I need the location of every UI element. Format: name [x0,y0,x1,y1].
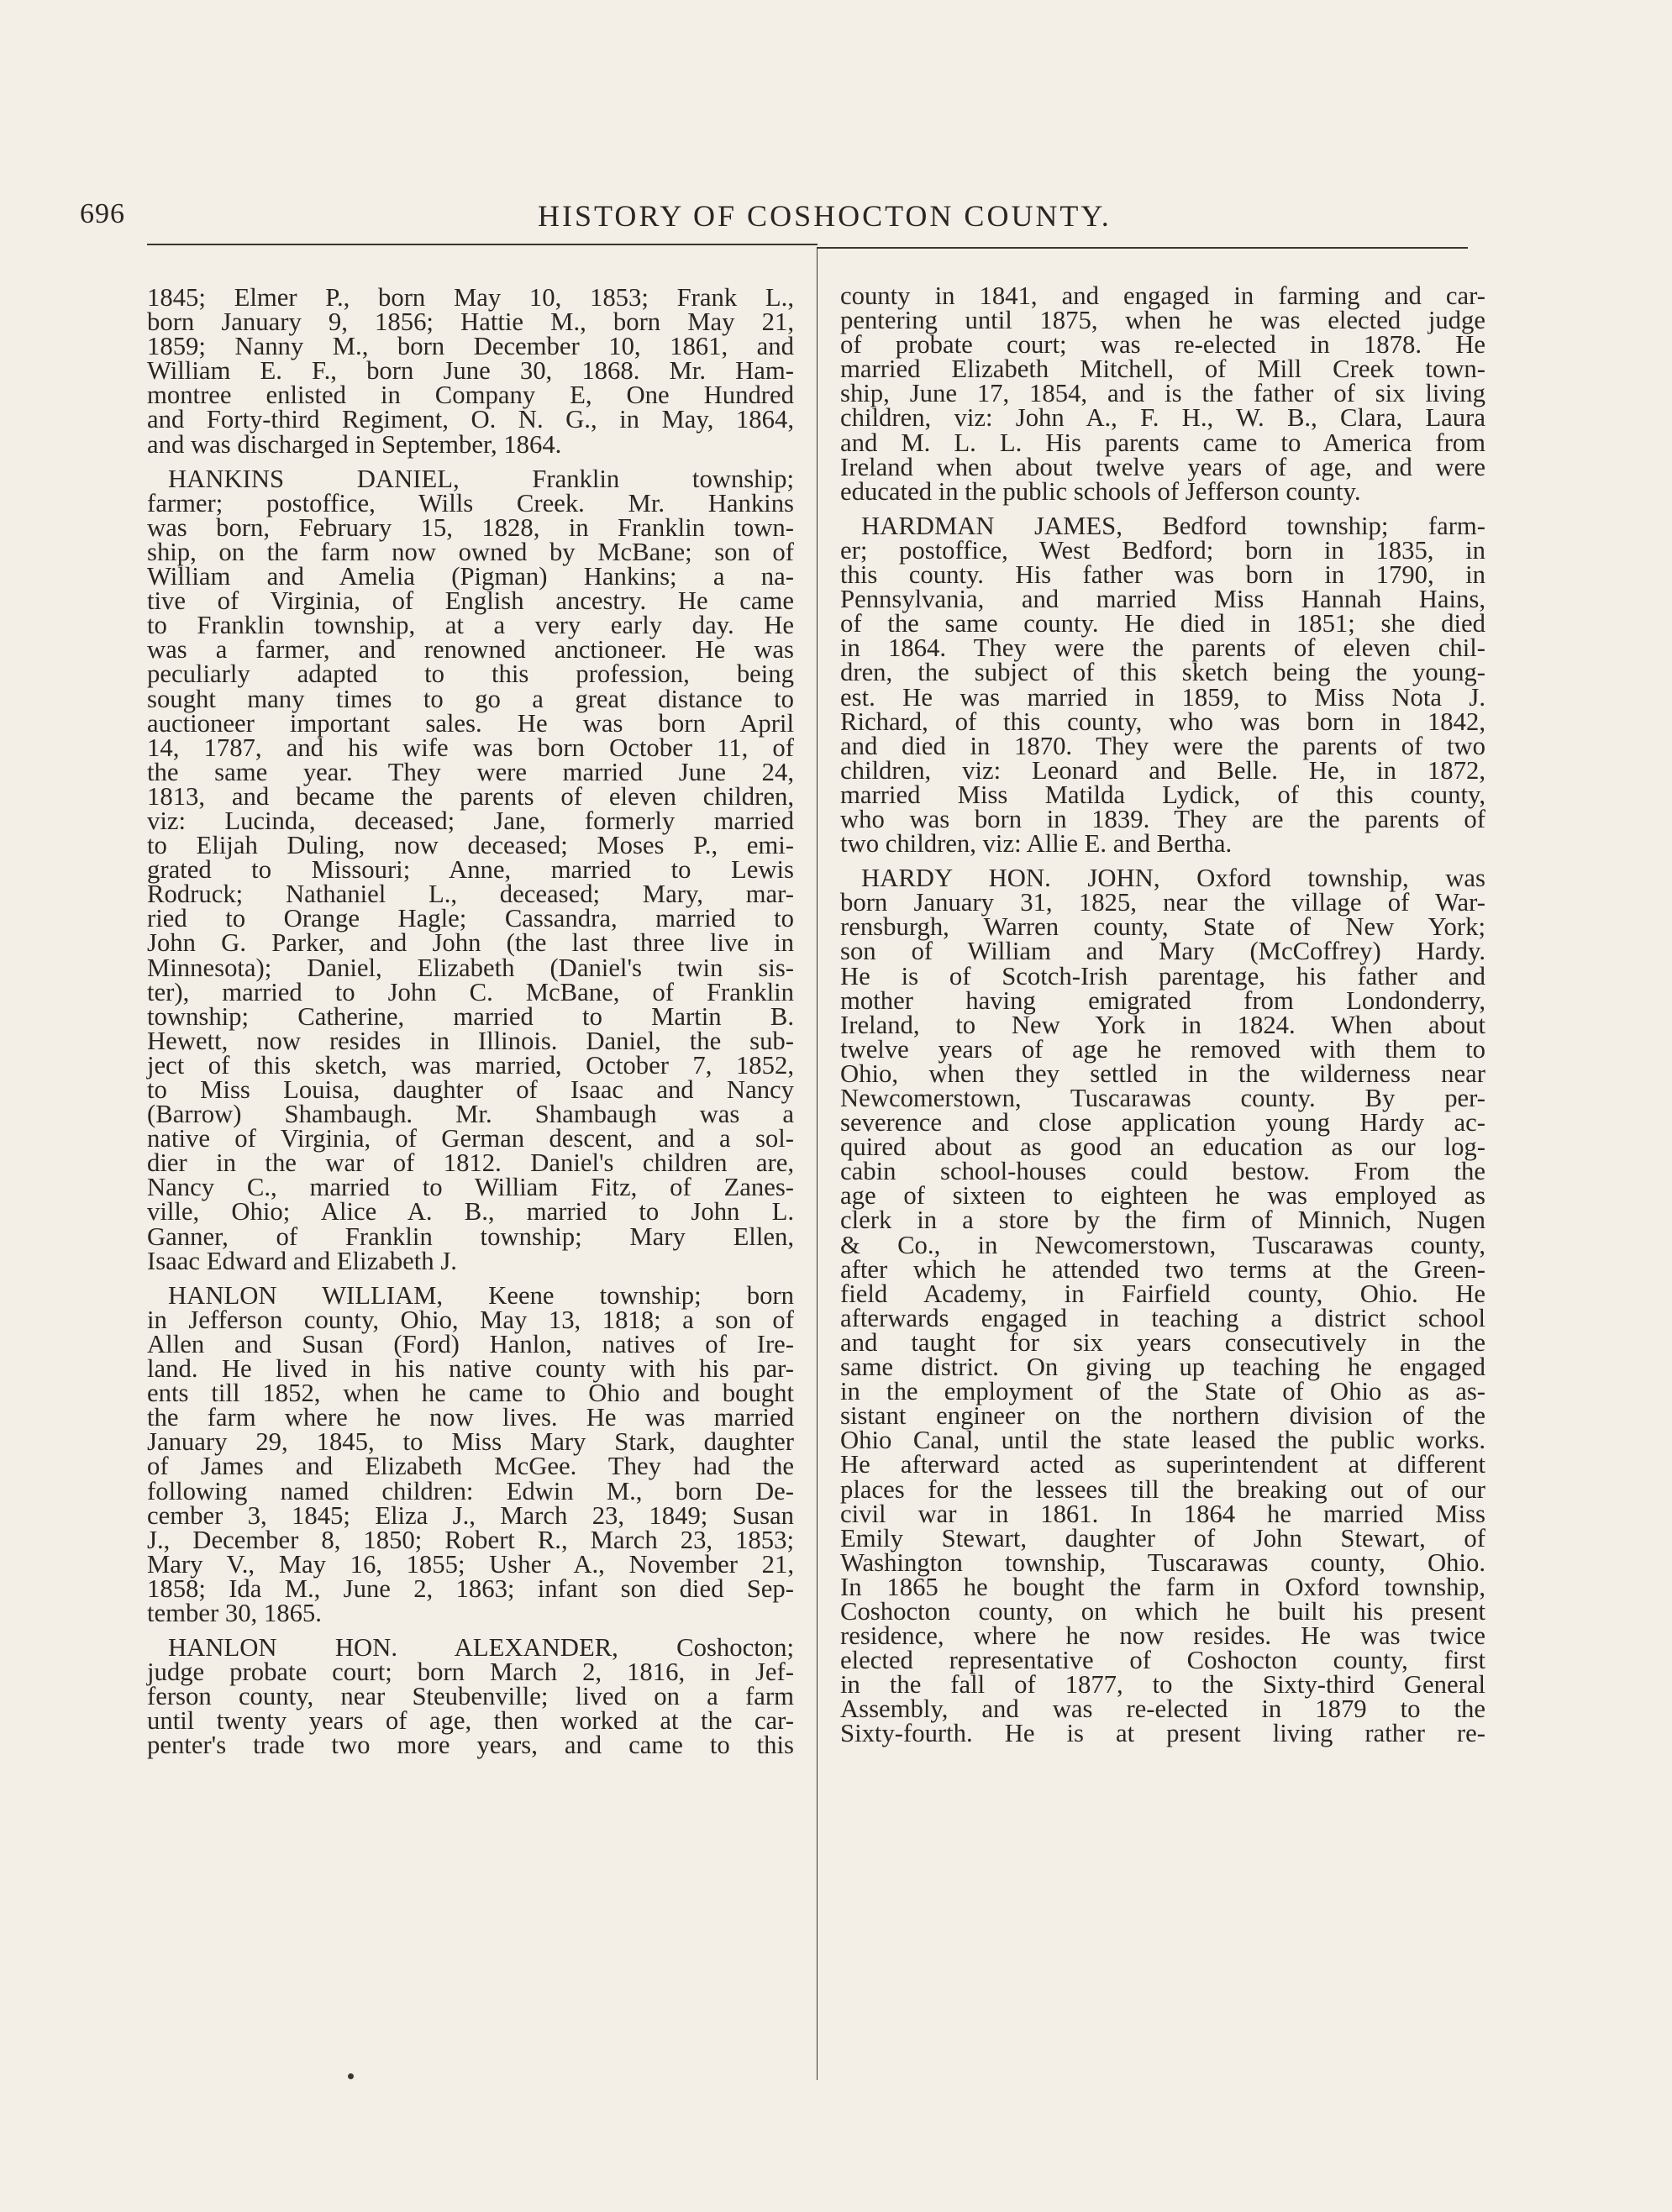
text-line: to Elijah Duling, now deceased; Moses P., emi- [147,831,794,860]
text-line: cember 3, 1845; Eliza J., March 23, 1849; Susan [147,1500,794,1530]
running-title: HISTORY OF COSHOCTON COUNTY. [538,199,1112,233]
text-line: Assembly, and was re-elected in 1879 to the [840,1694,1485,1724]
text-line: was a farmer, and renowned anctioneer. He was [147,635,794,665]
text-line: HANLON HON. ALEXANDER, Coshocton; [168,1633,794,1663]
text-line: born January 31, 1825, near the village of War- [840,888,1485,917]
text-line: judge probate court; born March 2, 1816, in Jef- [147,1658,794,1687]
text-line: and died in 1870. They were the parents of two [840,731,1485,760]
text-line: HARDMAN JAMES, Bedford township; farm- [861,511,1485,540]
text-line: mother having emigrated from Londonderry, [840,985,1485,1015]
text-line: Nancy C., married to William Fitz, of Zanes- [147,1173,794,1202]
text-line: He is of Scotch-Irish parentage, his father and [840,961,1485,990]
text-line: farmer; postoffice, Wills Creek. Mr. Hankins [147,488,794,518]
text-line: Richard, of this county, who was born in 1842, [840,707,1485,736]
text-line: children, viz: Leonard and Belle. He, in 1872, [840,755,1485,785]
text-line: sought many times to go a great distance to [147,684,794,713]
column-divider [817,249,818,2080]
text-line: land. He lived in his native county with his par- [147,1354,794,1384]
text-line: grated to Missouri; Anne, married to Lewis [147,855,794,885]
text-line: penter's trade two more years, and came to this [147,1731,794,1760]
text-line: children, viz: John A., F. H., W. B., Clara, Laura [840,403,1485,433]
text-line: ter), married to John C. McBane, of Franklin [147,977,794,1006]
page-header [80,198,1533,232]
text-line: following named children: Edwin M., born De- [147,1476,794,1505]
text-line: elected representative of Coshocton county, first [840,1646,1485,1675]
text-line: HARDY HON. JOHN, Oxford township, was [861,864,1485,893]
text-line: after which he attended two terms at the Green- [840,1254,1485,1284]
header-rule-left [147,244,818,245]
text-line: two children, viz: Allie E. and Bertha. [840,829,1233,859]
text-line: viz: Lucinda, deceased; Jane, formerly married [147,806,794,835]
text-line: son of William and Mary (McCoffrey) Hardy. [840,937,1485,966]
text-line: civil war in 1861. In 1864 he married Miss [840,1499,1485,1528]
text-line: of James and Elizabeth McGee. They had the [147,1452,794,1481]
text-line: peculiarly adapted to this profession, being [147,659,794,689]
text-line: married Elizabeth Mitchell, of Mill Creek town- [840,355,1485,384]
text-line: to Miss Louisa, daughter of Isaac and Nancy [147,1075,794,1104]
text-line: ferson county, near Steubenville; lived on a farm [147,1682,794,1711]
text-line: cabin school-houses could bestow. From the [840,1157,1485,1186]
text-line: tember 30, 1865. [147,1598,322,1627]
text-line: (Barrow) Shambaugh. Mr. Shambaugh was a [147,1100,794,1129]
entry-hardy-john [840,866,1485,1746]
text-line: Ireland when about twelve years of age, and were [840,452,1485,481]
text-line: January 29, 1845, to Miss Mary Stark, daughter [147,1427,794,1457]
text-line: and taught for six years consecutively in the [840,1327,1485,1357]
text-line: field Academy, in Fairfield county, Ohio. He [840,1279,1485,1308]
text-line: afterwards engaged in teaching a district school [840,1303,1485,1332]
text-line: & Co., in Newcomerstown, Tuscarawas county, [840,1230,1485,1259]
text-line: J., December 8, 1850; Robert R., March 23, 1853; [147,1525,794,1554]
text-line: of probate court; was re-elected in 1878. He [840,330,1485,360]
entry-hanlon-alexander-continued [840,281,1485,506]
text-line: pentering until 1875, when he was elected judge [840,306,1485,335]
text-line: in the fall of 1877, to the Sixty-third General [840,1670,1485,1700]
text-line: Washington township, Tuscarawas county, Ohio. [840,1547,1485,1577]
text-line: in 1864. They were the parents of eleven chil- [840,633,1485,663]
text-line: ject of this sketch, was married, October 7, 1852, [147,1050,794,1080]
text-line: Emily Stewart, daughter of John Stewart, of [840,1523,1485,1553]
text-line: Mary V., May 16, 1855; Usher A., November 21, [147,1549,794,1579]
text-line: Ohio, when they settled in the wilderness near [840,1059,1485,1088]
text-line: Ireland, to New York in 1824. When about [840,1010,1485,1039]
text-line: William E. F., born June 30, 1868. Mr. Ham- [147,356,794,386]
text-line: native of Virginia, of German descent, and a sol- [147,1124,794,1153]
text-line: 1813, and became the parents of eleven children, [147,781,794,811]
text-line: Coshocton county, on which he built his present [840,1596,1485,1626]
text-line: Ganner, of Franklin township; Mary Ellen, [147,1222,794,1251]
text-line: John G. Parker, and John (the last three live in [147,928,794,958]
text-line: born January 9, 1856; Hattie M., born May 21, [147,307,794,337]
text-line: Allen and Susan (Ford) Hanlon, natives of Ire- [147,1329,794,1358]
text-line: places for the lessees till the breaking out of our [840,1474,1485,1504]
text-line: severence and close application young Hardy ac- [840,1108,1485,1138]
text-line: married Miss Matilda Lydick, of this county, [840,780,1485,809]
text-line: in Jefferson county, Ohio, May 13, 1818; a son of [147,1305,794,1334]
text-line: of the same county. He died in 1851; she died [840,609,1485,638]
print-speck [348,2073,354,2079]
text-line: until twenty years of age, then worked at the car- [147,1706,794,1736]
text-line: twelve years of age he removed with them to [840,1034,1485,1064]
text-line: auctioneer important sales. He was born April [147,708,794,738]
text-line: residence, where he now resides. He was twice [840,1621,1485,1651]
text-line: In 1865 he bought the farm in Oxford township, [840,1572,1485,1601]
text-line: and Forty-third Regiment, O. N. G., in May, 1864, [147,405,794,434]
text-line: dren, the subject of this sketch being the young- [840,658,1485,687]
text-line: same district. On giving up teaching he engaged [840,1353,1485,1382]
header-rule-right [817,247,1468,249]
text-line: and was discharged in September, 1864. [147,429,562,459]
text-line: Isaac Edward and Elizabeth J. [147,1246,457,1275]
text-line: Ohio Canal, until the state leased the public works. [840,1426,1485,1455]
text-line: 1859; Nanny M., born December 10, 1861, and [147,332,794,361]
entry-hankins-daniel [147,464,794,1275]
text-line: age of sixteen to eighteen he was employed as [840,1181,1485,1211]
entry-hanlon-william [147,1280,794,1627]
text-line: 14, 1787, and his wife was born October 11, of [147,733,794,762]
text-line: est. He was married in 1859, to Miss Nota J. [840,682,1485,712]
text-line: 1845; Elmer P., born May 10, 1853; Frank L., [147,283,794,312]
text-line: Newcomerstown, Tuscarawas county. By per- [840,1084,1485,1112]
text-line: this county. His father was born in 1790, in [840,560,1485,590]
text-line: in the employment of the State of Ohio as as- [840,1377,1485,1406]
text-line: ship, June 17, 1854, and is the father of six living [840,379,1485,408]
text-line: educated in the public schools of Jefferson county. [840,476,1361,506]
text-line: county in 1841, and engaged in farming and car- [840,281,1485,310]
text-line: HANLON WILLIAM, Keene township; born [168,1280,794,1310]
entry-hardman-james [840,511,1485,859]
left-column [147,283,794,1768]
right-column [840,281,1485,1757]
text-line: Hewett, now resides in Illinois. Daniel, the sub- [147,1026,794,1055]
text-line: quired about as good an education as our log- [840,1132,1485,1162]
text-line: montree enlisted in Company E, One Hundred [147,381,794,410]
text-line: ried to Orange Hagle; Cassandra, married to [147,904,794,933]
text-line: to Franklin township, at a very early day. He [147,611,794,640]
text-line: Minnesota); Daniel, Elizabeth (Daniel's twin sis- [147,953,794,982]
text-line: was born, February 15, 1828, in Franklin town- [147,512,794,542]
text-line: ents till 1852, when he came to Ohio and bought [147,1379,794,1408]
text-line: dier in the war of 1812. Daniel's children are, [147,1148,794,1178]
text-line: Pennsylvania, and married Miss Hannah Hains, [840,585,1485,614]
text-line: who was born in 1839. They are the parents of [840,804,1485,833]
text-line: sistant engineer on the northern division of the [840,1401,1485,1431]
text-line: and M. L. L. His parents came to America from [840,428,1485,457]
text-line: er; postoffice, West Bedford; born in 1835, in [840,535,1485,565]
text-line: the same year. They were married June 24, [147,757,794,786]
page-number: 696 [80,198,125,229]
text-line: clerk in a store by the firm of Minnich, Nugen [840,1206,1485,1235]
text-line: township; Catherine, married to Martin B. [147,1001,794,1031]
text-line: the farm where he now lives. He was married [147,1403,794,1432]
text-line: Sixty-fourth. He is at present living rather re- [840,1719,1485,1748]
text-line: rensburgh, Warren county, State of New York; [840,912,1485,942]
entry-hammontree-continued [147,283,794,459]
entry-hanlon-alexander [147,1633,794,1760]
text-line: Rodruck; Nathaniel L., deceased; Mary, mar- [147,880,794,909]
text-line: ship, on the farm now owned by McBane; son of [147,537,794,566]
text-line: 1858; Ida M., June 2, 1863; infant son died Sep- [147,1574,794,1603]
text-line: tive of Virginia, of English ancestry. He came [147,586,794,616]
text-line: HANKINS DANIEL, Franklin township; [168,464,794,493]
text-line: He afterward acted as superintendent at different [840,1450,1485,1479]
text-line: ville, Ohio; Alice A. B., married to John L. [147,1197,794,1227]
text-line: William and Amelia (Pigman) Hankins; a na- [147,562,794,591]
